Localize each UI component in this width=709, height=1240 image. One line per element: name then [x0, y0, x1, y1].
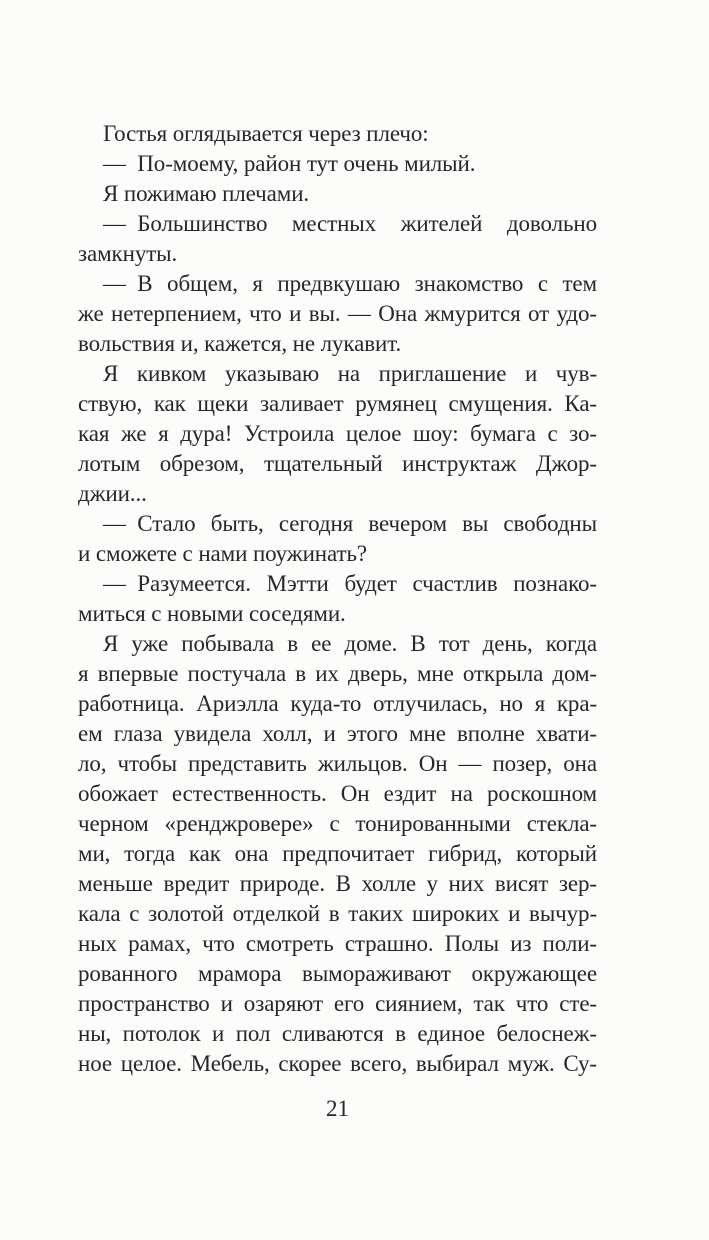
text-line: — Большинство местных жителей довольно: [103, 211, 597, 236]
text-line: и сможете с нами поужинать?: [78, 541, 367, 566]
text-line: обожает естественность. Он ездит на роскошном: [78, 781, 597, 806]
text-line: миться с новыми соседями.: [78, 601, 346, 626]
paragraph: [78, 209, 597, 269]
text-line: меньше вредит природе. В холле у них висят зер-: [78, 871, 597, 896]
text-line: Я кивком указываю на приглашение и чув-: [103, 361, 597, 386]
text-line: Я уже побывала в ее доме. В тот день, когда: [103, 631, 597, 656]
text-line: ем глаза увидела холл, и этого мне вполне хвати-: [78, 721, 597, 746]
text-line: ное целое. Мебель, скорее всего, выбирал муж. Су-: [78, 1051, 597, 1076]
paragraph: [78, 179, 597, 209]
text-line: ны, потолок и пол сливаются в единое белоснеж-: [78, 1021, 597, 1046]
text-line: — Разумеется. Мэтти будет счастлив познако-: [103, 571, 597, 596]
text-line: пространство и озаряют его сиянием, так что сте-: [78, 991, 597, 1016]
text-line: ми, тогда как она предпочитает гибрид, который: [78, 841, 597, 866]
page-number: 21: [326, 1096, 349, 1121]
text-line: ных рамах, что смотреть страшно. Полы из поли-: [78, 931, 597, 956]
text-line: рованного мрамора вымораживают окружающее: [78, 961, 597, 986]
paragraph: [78, 629, 597, 1079]
text-line: джии...: [78, 481, 147, 506]
text-line: вольствия и, кажется, не лукавит.: [78, 331, 402, 356]
text-line: черном «ренджровере» с тонированными стекла-: [78, 811, 597, 836]
text-line: я впервые постучала в их дверь, мне открыла дом-: [78, 661, 597, 686]
paragraph: [78, 269, 597, 359]
text-line: работница. Ариэлла куда-то отлучилась, но я кра-: [78, 691, 597, 716]
text-line: кая же я дура! Устроила целое шоу: бумага с зо-: [78, 421, 597, 446]
text-line: Гостья оглядывается через плечо:: [103, 121, 429, 146]
text-line: — В общем, я предвкушаю знакомство с тем: [103, 271, 597, 296]
text-line: — Стало быть, сегодня вечером вы свободны: [103, 511, 597, 536]
text-line: ло, чтобы представить жильцов. Он — позер, она: [78, 751, 597, 776]
text-line: ствую, как щеки заливает румянец смущения. Ка-: [78, 391, 597, 416]
text-block: [78, 119, 597, 1079]
paragraph: [78, 149, 597, 179]
paragraph: [78, 509, 597, 569]
paragraph: [78, 359, 597, 509]
text-line: Я пожимаю плечами.: [103, 181, 310, 206]
text-line: лотым обрезом, тщательный инструктаж Джор-: [78, 451, 597, 476]
text-line: же нетерпением, что и вы. — Она жмурится от удо-: [78, 301, 597, 326]
paragraph: [78, 119, 597, 149]
text-line: — По-моему, район тут очень милый.: [103, 151, 476, 176]
paragraph: [78, 569, 597, 629]
text-line: замкнуты.: [78, 241, 178, 266]
text-line: кала с золотой отделкой в таких широких и вычур-: [78, 901, 597, 926]
